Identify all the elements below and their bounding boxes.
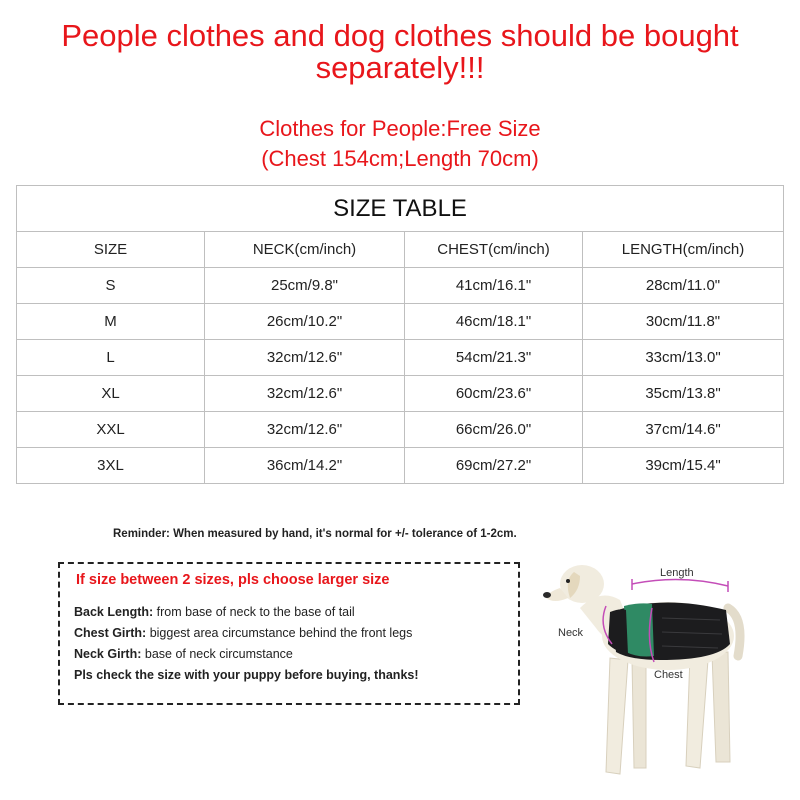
neck-cell: 25cm/9.8" <box>205 268 405 304</box>
column-header-neck: NECK(cm/inch) <box>205 232 405 268</box>
back-length-tip <box>74 605 355 619</box>
size-table-header-row <box>17 232 784 268</box>
length-cell: 35cm/13.8" <box>583 376 784 412</box>
table-row <box>17 448 784 484</box>
size-cell: 3XL <box>17 448 205 484</box>
length-measure-line <box>632 579 728 592</box>
headline <box>0 20 800 84</box>
neck-girth-tip <box>74 647 293 661</box>
table-row <box>17 412 784 448</box>
people-size-line-1: Clothes for People:Free Size <box>259 116 541 141</box>
column-header-length: LENGTH(cm/inch) <box>583 232 784 268</box>
neck-cell: 26cm/10.2" <box>205 304 405 340</box>
neck-label: Neck <box>558 627 584 639</box>
measurement-reminder: Reminder: When measured by hand, it's normal for +/- tolerance of 1-2cm. <box>113 528 517 540</box>
dog-measurement-diagram <box>540 548 795 788</box>
table-row <box>17 340 784 376</box>
size-cell: S <box>17 268 205 304</box>
column-header-chest: CHEST(cm/inch) <box>405 232 583 268</box>
chest-girth-text: biggest area circumstance behind the front legs <box>146 626 413 640</box>
chest-cell: 69cm/27.2" <box>405 448 583 484</box>
size-cell: M <box>17 304 205 340</box>
chest-cell: 41cm/16.1" <box>405 268 583 304</box>
neck-cell: 32cm/12.6" <box>205 340 405 376</box>
people-size-info <box>0 114 800 174</box>
size-cell: L <box>17 340 205 376</box>
column-header-size: SIZE <box>17 232 205 268</box>
chest-label: Chest <box>654 669 683 681</box>
chest-cell: 60cm/23.6" <box>405 376 583 412</box>
headline-line-2: separately!!! <box>315 50 485 85</box>
chest-cell: 54cm/21.3" <box>405 340 583 376</box>
dog-illustration <box>543 565 740 774</box>
chest-girth-label: Chest Girth: <box>74 626 147 640</box>
length-cell: 39cm/15.4" <box>583 448 784 484</box>
length-cell: 28cm/11.0" <box>583 268 784 304</box>
back-length-text: from base of neck to the base of tail <box>153 605 355 619</box>
length-cell: 33cm/13.0" <box>583 340 784 376</box>
chest-cell: 66cm/26.0" <box>405 412 583 448</box>
sizing-tips-box <box>58 562 520 705</box>
size-cell: XXL <box>17 412 205 448</box>
table-row <box>17 376 784 412</box>
table-row <box>17 304 784 340</box>
neck-cell: 32cm/12.6" <box>205 376 405 412</box>
neck-cell: 32cm/12.6" <box>205 412 405 448</box>
check-size-note: Pls check the size with your puppy before buying, thanks! <box>74 668 419 682</box>
chest-girth-tip <box>74 626 412 640</box>
neck-girth-label: Neck Girth: <box>74 647 142 661</box>
people-size-line-2: (Chest 154cm;Length 70cm) <box>261 146 539 171</box>
size-table <box>16 185 784 484</box>
length-cell: 30cm/11.8" <box>583 304 784 340</box>
length-label: Length <box>660 567 694 579</box>
size-table-title: SIZE TABLE <box>17 186 784 232</box>
size-cell: XL <box>17 376 205 412</box>
neck-cell: 36cm/14.2" <box>205 448 405 484</box>
headline-line-1: People clothes and dog clothes should be bought <box>61 18 739 53</box>
chest-cell: 46cm/18.1" <box>405 304 583 340</box>
neck-girth-text: base of neck circumstance <box>141 647 293 661</box>
table-row <box>17 268 784 304</box>
size-table-title-row <box>17 186 784 232</box>
sizing-tips-title: If size between 2 sizes, pls choose larger size <box>76 572 390 588</box>
back-length-label: Back Length: <box>74 605 154 619</box>
length-cell: 37cm/14.6" <box>583 412 784 448</box>
